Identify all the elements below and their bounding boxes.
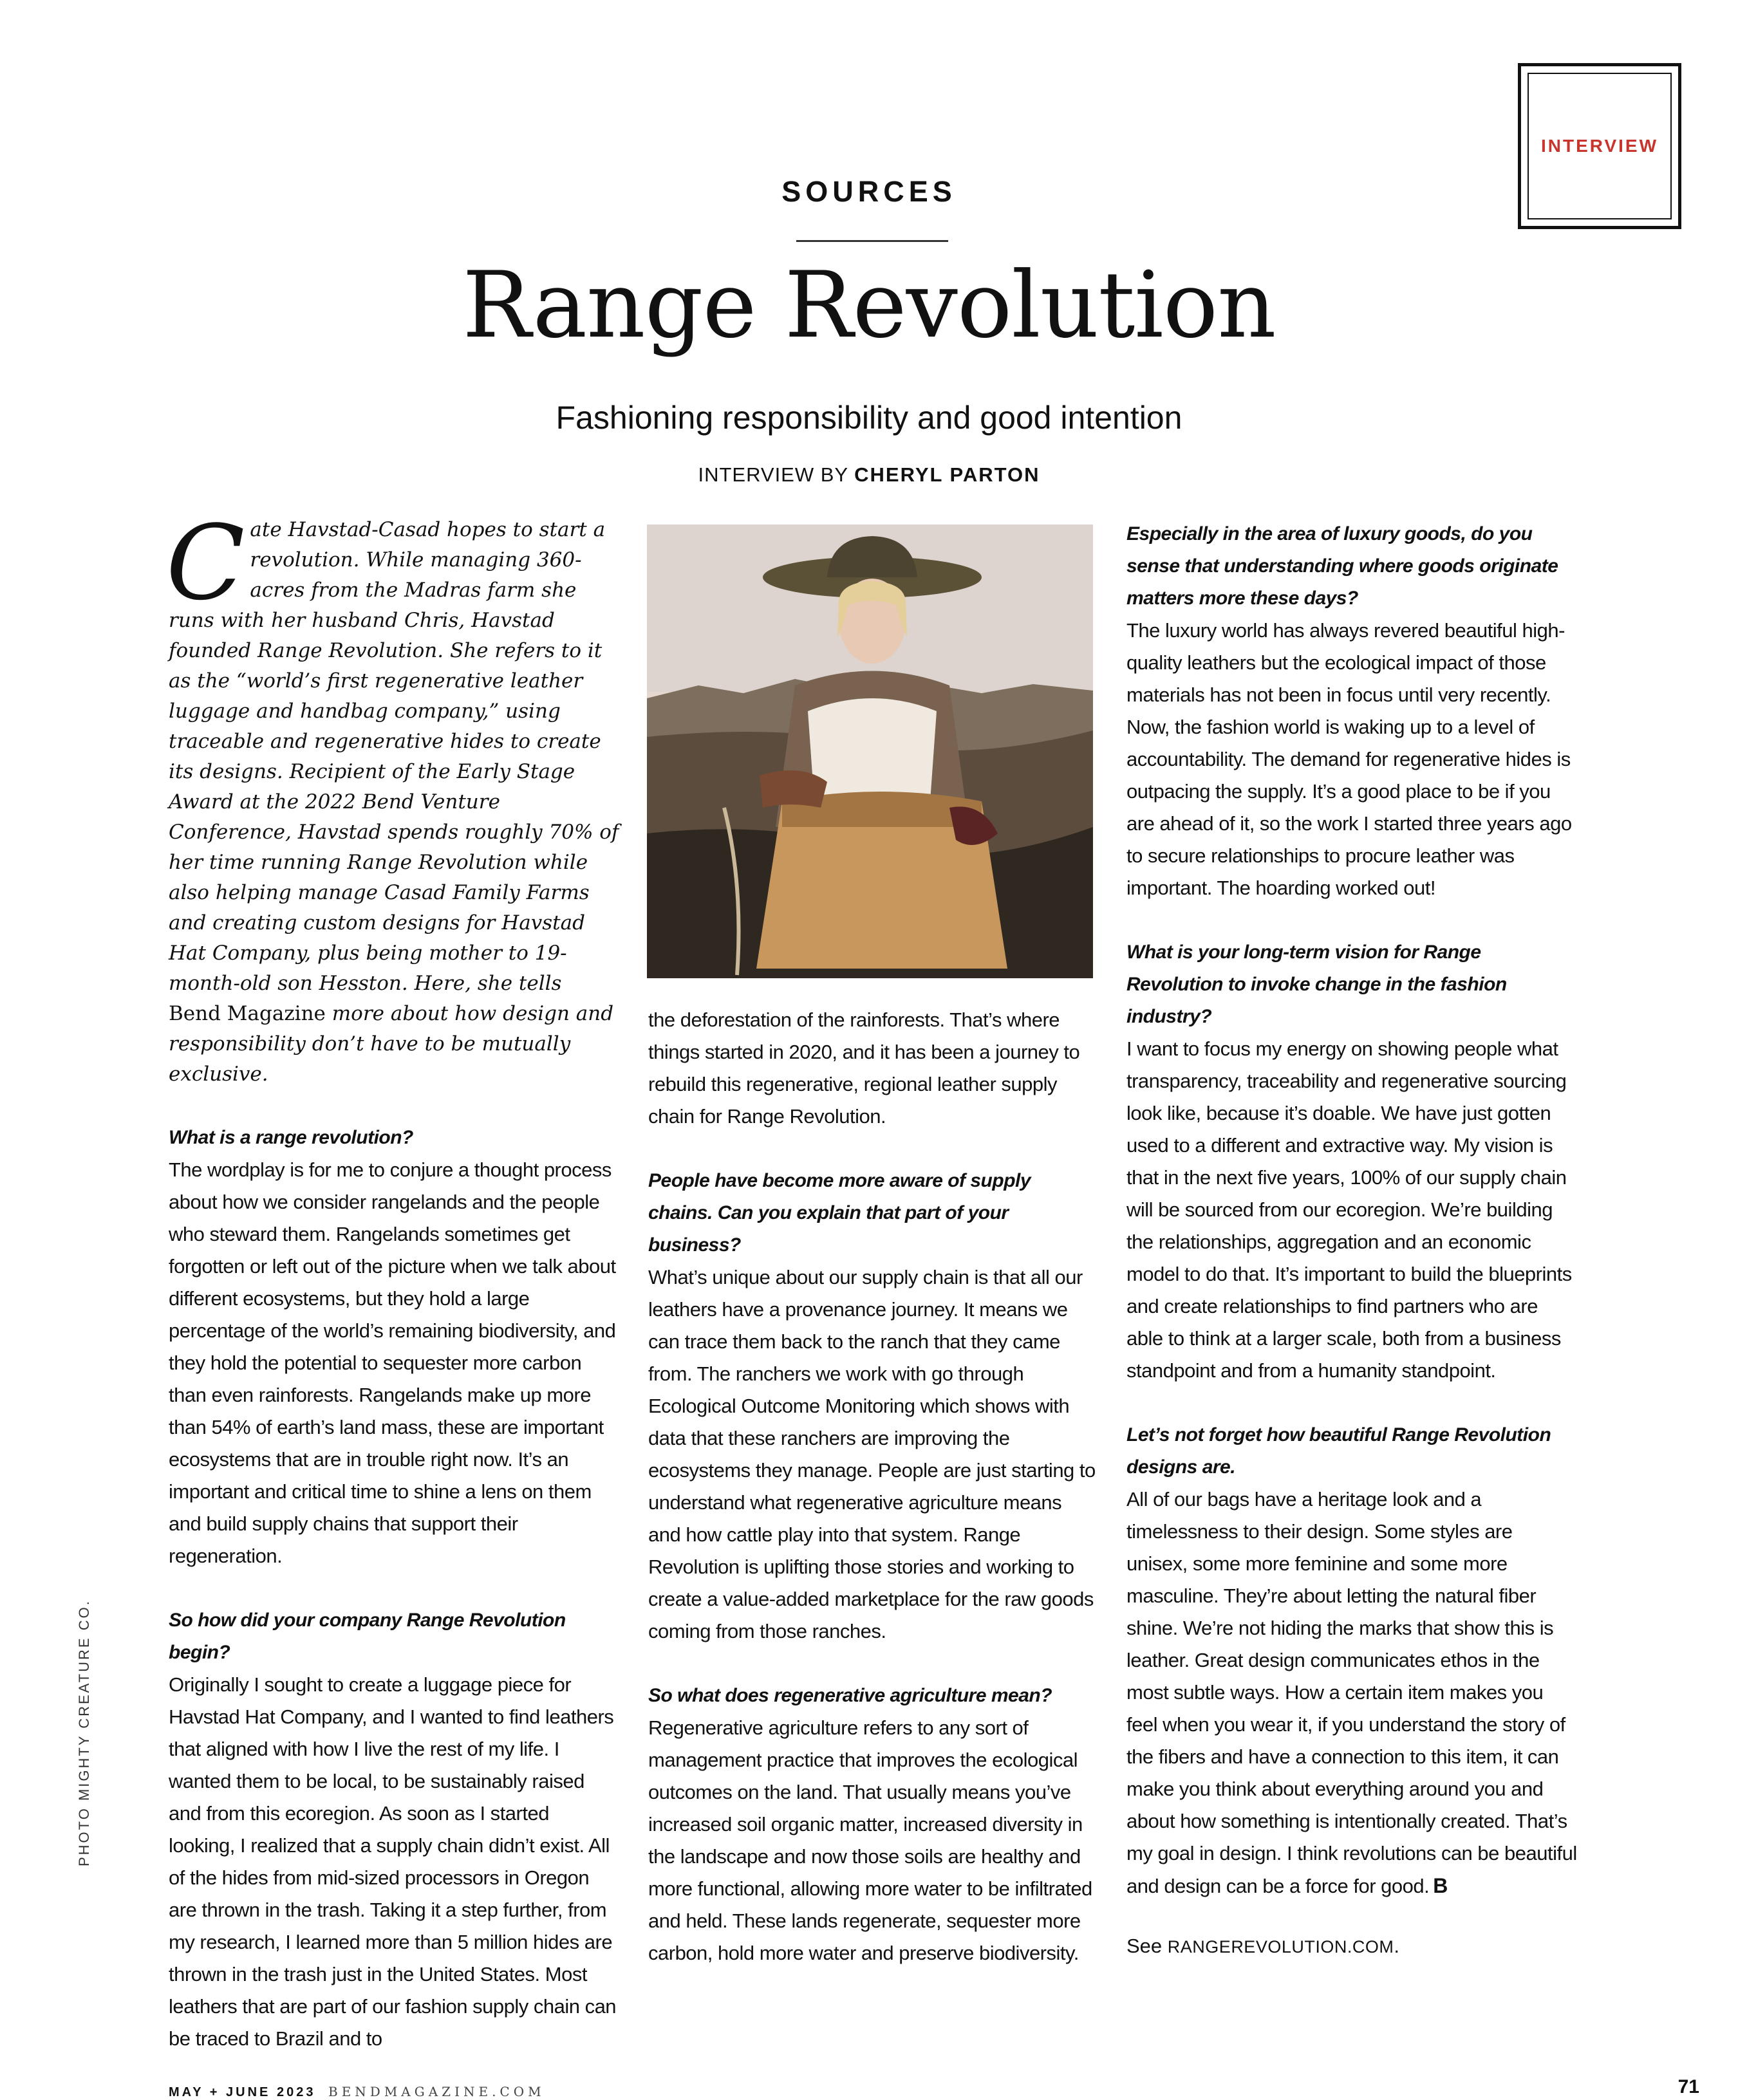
question-7: Let’s not forget how beautiful Range Revolution designs are.	[1126, 1424, 1551, 1478]
page-number: 71	[1677, 2076, 1699, 2097]
website-reference	[1126, 1935, 1577, 1958]
website-suffix: .	[1394, 1935, 1399, 1957]
answer-2: Originally I sought to create a luggage piece for Havstad Hat Company, and I wanted to find leathers that aligned with how I live the rest of my life. I wanted them to be local, to be sustainably raised and from this ecoregion. As soon as I started looking, I realized that a supply chain didn’t exist. All of the hides from mid-sized processors in Oregon are thrown in the trash. Taking it a step further, from my research, I learned more than 5 million hides are thrown in the trash just in the United States. Most leathers that are part of our fashion supply chain can be traced to Brazil and to	[169, 1673, 617, 2050]
answer-4: Regenerative agriculture refers to any sort of management practice that improves the ecological outcomes on the land. That usually means you’ve increased soil organic matter, increased diversity in the landscape and now those soils are healthy and more functional, allowing more water to be infiltrated and held. These lands regenerate, sequester more carbon, hold more water and preserve biodiversity.	[648, 1716, 1092, 1964]
answer-7-text: All of our bags have a heritage look and a timelessness to their design. Some styles are unisex, some more feminine and some more masculine. They’re about letting the natural fiber shine. We’re not hiding the marks that show this is leather. Great design communicates ethos in the most subtle ways. How a certain item makes you feel when you wear it, if you understand the story of the fibers and have a connection to this item, it can make you think about everything around you and about how something is intentionally created. That’s my goal in design. I think revolutions can be beautiful and design can be a force for good.	[1126, 1488, 1577, 1897]
portrait-illustration	[647, 525, 1093, 978]
question-3: People have become more aware of supply chains. Can you explain that part of your business?	[648, 1170, 1031, 1256]
section-kicker: SOURCES	[781, 175, 957, 208]
answer-1: The wordplay is for me to conjure a thought process about how we consider rangelands and the people who steward them. Rangelands sometimes get forgotten or left out of the picture when we talk about different ecosystems, but they hold a large percentage of the world’s remaining biodiversity, and they hold the potential to sequester more carbon than even rainforests. Rangelands make up more than 54% of earth’s land mass, these are important ecosystems that are in trouble right now. It’s an important and critical time to shine a lens on them and build supply chains that support their regeneration.	[169, 1158, 616, 1567]
column-1	[166, 503, 619, 2055]
website-prefix: See	[1126, 1935, 1163, 1957]
column-3	[1126, 518, 1577, 1958]
question-1: What is a range revolution?	[169, 1127, 413, 1148]
question-2: So how did your company Range Revolution begin?	[169, 1610, 566, 1663]
end-mark-icon: B	[1433, 1874, 1448, 1897]
answer-5: The luxury world has always revered beautiful high-quality leathers but the ecological impact of those materials has not been in focus until very recently. Now, the fashion world is waking up to a level of accountability. The demand for regenerative hides is outpacing the supply. It’s a good place to be if you are ahead of it, so the work I started three years ago to secure relationships to procure leather was important. The hoarding worked out!	[1126, 619, 1572, 899]
drop-cap: C	[166, 503, 245, 623]
column-2	[648, 1004, 1099, 1969]
byline-prefix: INTERVIEW BY	[698, 463, 848, 486]
section-badge-label: INTERVIEW	[1540, 136, 1659, 156]
byline	[0, 463, 1738, 487]
page-title: Range Revolution	[462, 252, 1276, 358]
answer-7	[1126, 1483, 1577, 1902]
kicker-divider	[796, 240, 948, 242]
footer-site: BENDMAGAZINE.COM	[328, 2084, 545, 2099]
issue-date: MAY + JUNE 2023	[169, 2085, 316, 2099]
answer-3: What’s unique about our supply chain is that all our leathers have a provenance journey. It means we can trace them back to the ranch that they came from. The ranchers we work with go through Ecological Outcome Monitoring which shows with data that these ranchers are improving the ecosystems they manage. People are just starting to understand what regenerative agriculture means and how cattle play into that system. Range Revolution is uplifting those stories and working to create a value-added marketplace for the raw goods coming from those ranches.	[648, 1266, 1096, 1642]
intro-text: ate Havstad-Casad hopes to start a revolution. While managing 360-acres from the Madras farm she runs with her husband Chris, Havstad founded Range Revolution. She refers to it as the “world’s first regenerative leather luggage and handbag company,” using traceable and regenerative hides to create its designs. Recipient of the Early Stage Award at the 2022 Bend Venture Conference, Havstad spends roughly 70% of her time running Range Revolution while also helping manage Casad Family Farms and creating custom designs for Havstad Hat Company, plus being mother to 19-month-old son Hesston. Here, she tells	[169, 518, 619, 995]
intro-text-end: more about how design and responsibility don’t have to be mutually exclusive.	[169, 1002, 614, 1086]
intro-paragraph	[166, 503, 619, 1090]
byline-author: CHERYL PARTON	[854, 463, 1040, 486]
question-4: So what does regenerative agriculture mean?	[648, 1685, 1052, 1706]
page-subtitle: Fashioning responsibility and good intention	[556, 400, 1182, 436]
portrait-photo	[647, 525, 1093, 978]
website-link[interactable]: RANGEREVOLUTION.COM	[1167, 1937, 1394, 1956]
question-5: Especially in the area of luxury goods, do you sense that understanding where goods originate matters more these days?	[1126, 523, 1558, 609]
page-footer	[169, 2084, 545, 2100]
publication-name: Bend Magazine	[169, 1002, 326, 1025]
photo-credit: PHOTO MIGHTY CREATURE CO.	[76, 1599, 92, 1866]
question-6: What is your long-term vision for Range Revolution to invoke change in the fashion industry?	[1126, 942, 1507, 1027]
answer-2-continued: the deforestation of the rainforests. That’s where things started in 2020, and it has been a journey to rebuild this regenerative, regional leather supply chain for Range Revolution.	[648, 1008, 1080, 1128]
answer-6: I want to focus my energy on showing people what transparency, traceability and regenerative sourcing look like, because it’s doable. We have just gotten used to a different and extractive way. My vision is that in the next five years, 100% of our supply chain will be sourced from our ecoregion. We’re building the relationships, aggregation and an economic model to do that. It’s important to build the blueprints and create relationships to find partners who are able to think at a larger scale, both from a business standpoint and from a humanity standpoint.	[1126, 1037, 1572, 1382]
